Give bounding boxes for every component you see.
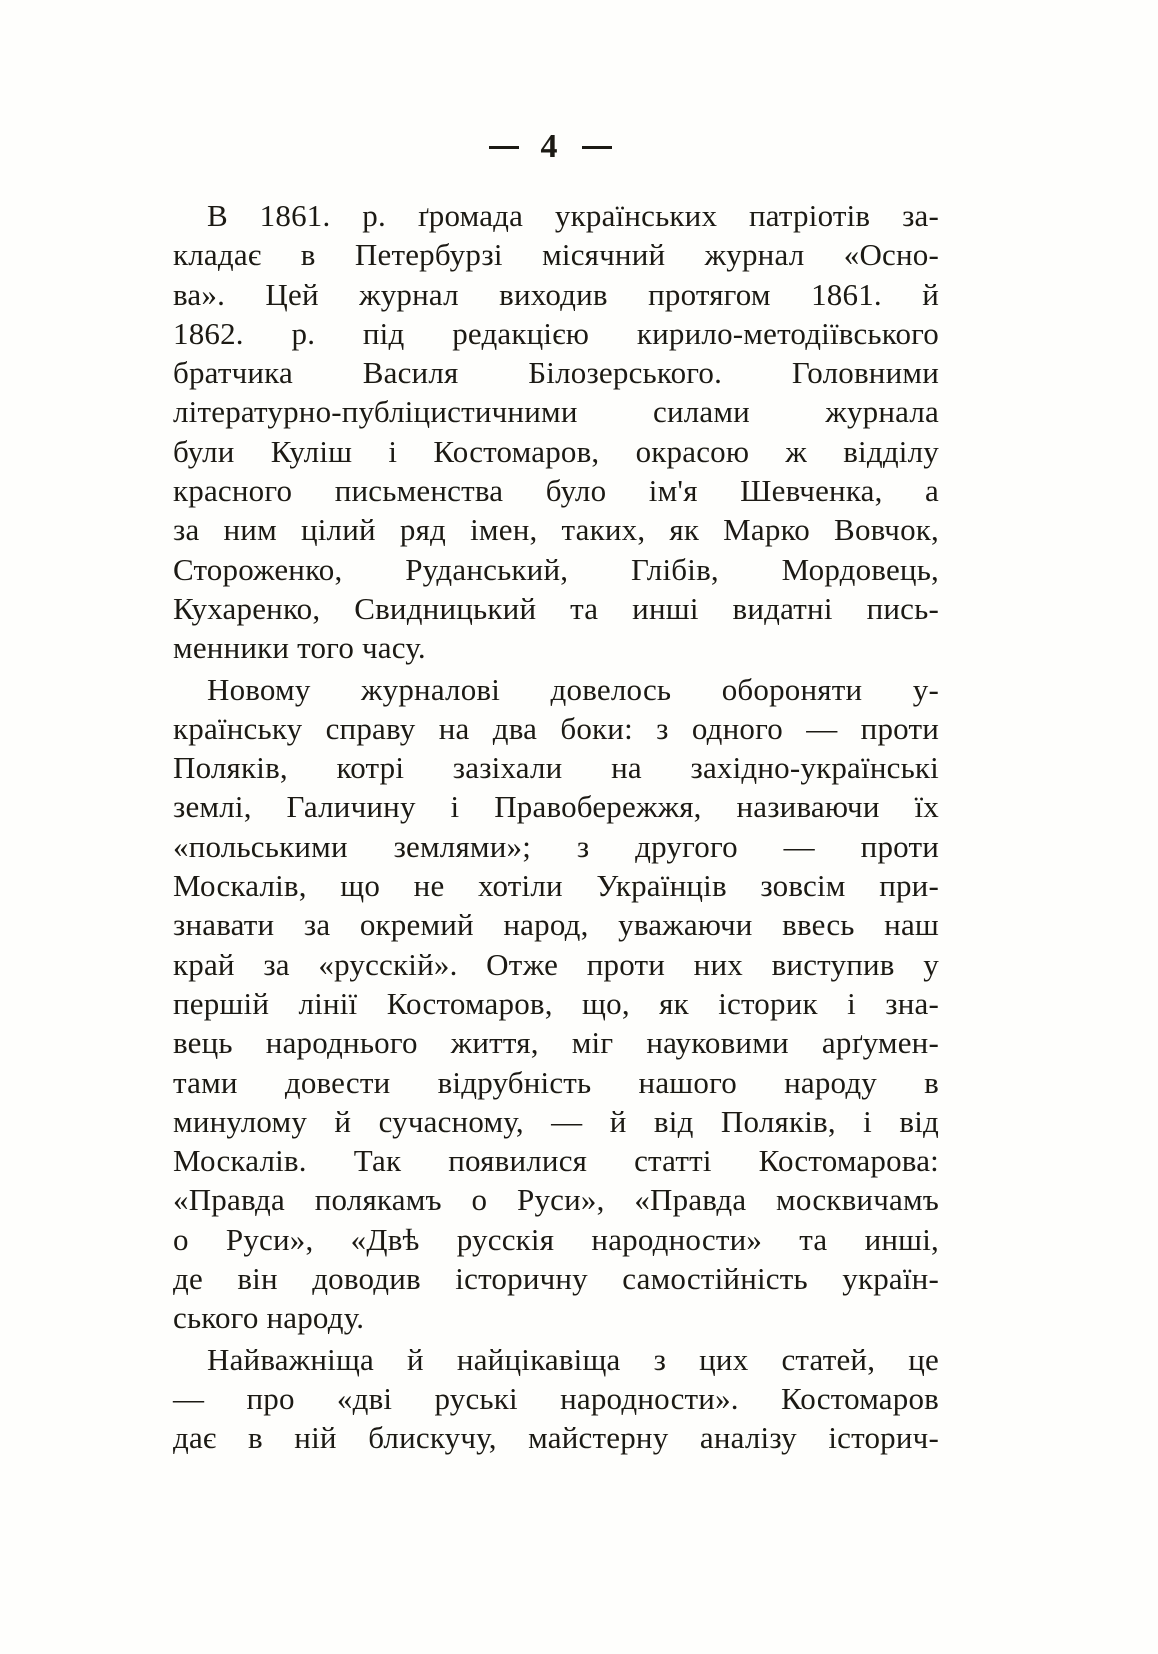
text-line: знавати за окремий народ, уважаючи ввесь наш xyxy=(173,907,939,943)
paragraph-3 xyxy=(173,1340,939,1458)
text-line: «польськими землями»; з другого — проти xyxy=(173,828,939,864)
text-line: о Руси», «Двѣ русскія народности» та инші, xyxy=(173,1221,939,1257)
text-line: «Правда полякамъ о Руси», «Правда москвичамъ xyxy=(173,1182,939,1218)
text-line: кладає в Петербурзі місячний журнал «Осно- xyxy=(173,237,939,273)
body-text xyxy=(173,196,939,1458)
text-line: були Куліш і Костомаров, окрасою ж відділу xyxy=(173,433,939,469)
text-line: країнську справу на два боки: з одного — проти xyxy=(173,710,939,746)
page-number xyxy=(0,128,1100,166)
text-line: 1862. р. під редакцією кирило-методіївського xyxy=(173,315,939,351)
text-line: тами довести відрубність нашого народу в xyxy=(173,1064,939,1100)
text-line: красного письменства було ім'я Шевченка, а xyxy=(173,473,939,509)
text-line: Стороженко, Руданський, Глібів, Мордовець, xyxy=(173,551,939,587)
dash-left xyxy=(489,146,519,149)
text-line: за ним цілий ряд імен, таких, як Марко Вовчок, xyxy=(173,512,939,548)
page-number-value: 4 xyxy=(540,128,560,165)
text-line: Москалів, що не хотіли Українців зовсім при- xyxy=(173,868,939,904)
dash-right xyxy=(582,146,612,149)
text-line: край за «русскій». Отже проти них виступив у xyxy=(173,946,939,982)
text-line: Новому журналові довелось обороняти у- xyxy=(207,671,939,707)
text-line: дає в ній блискучу, майстерну аналізу історич- xyxy=(173,1420,939,1456)
paragraph-2 xyxy=(173,670,939,1338)
text-line: В 1861. р. ґромада українських патріотів за- xyxy=(207,198,939,233)
text-line: Найважніща й найцікавіща з цих статей, це xyxy=(207,1341,939,1377)
text-line: землі, Галичину і Правобережжя, називаючи їх xyxy=(173,789,939,825)
text-line: Поляків, котрі зазіхали на західно-українські xyxy=(173,750,939,786)
text-line: — про «дві руські народности». Костомаров xyxy=(173,1380,939,1416)
text-line: де він доводив історичну самостійність україн- xyxy=(173,1261,939,1297)
text-line: першій лінії Костомаров, що, як історик і зна- xyxy=(173,985,939,1021)
text-line: ського народу. xyxy=(173,1300,365,1336)
text-line: менники того часу. xyxy=(173,630,426,666)
text-line: Москалів. Так появилися статті Костомарова: xyxy=(173,1143,939,1179)
text-line: вець народнього життя, міг науковими арґумен- xyxy=(173,1025,939,1061)
text-line: минулому й сучасному, — й від Поляків, і від xyxy=(173,1103,939,1139)
text-line: літературно-публіцистичними силами журнала xyxy=(173,394,939,430)
paragraph-1 xyxy=(173,196,939,668)
text-line: Кухаренко, Свидницький та инші видатні пись- xyxy=(173,590,939,626)
text-line: ва». Цей журнал виходив протягом 1861. й xyxy=(173,276,939,312)
text-line: братчика Василя Білозерського. Головними xyxy=(173,355,939,391)
